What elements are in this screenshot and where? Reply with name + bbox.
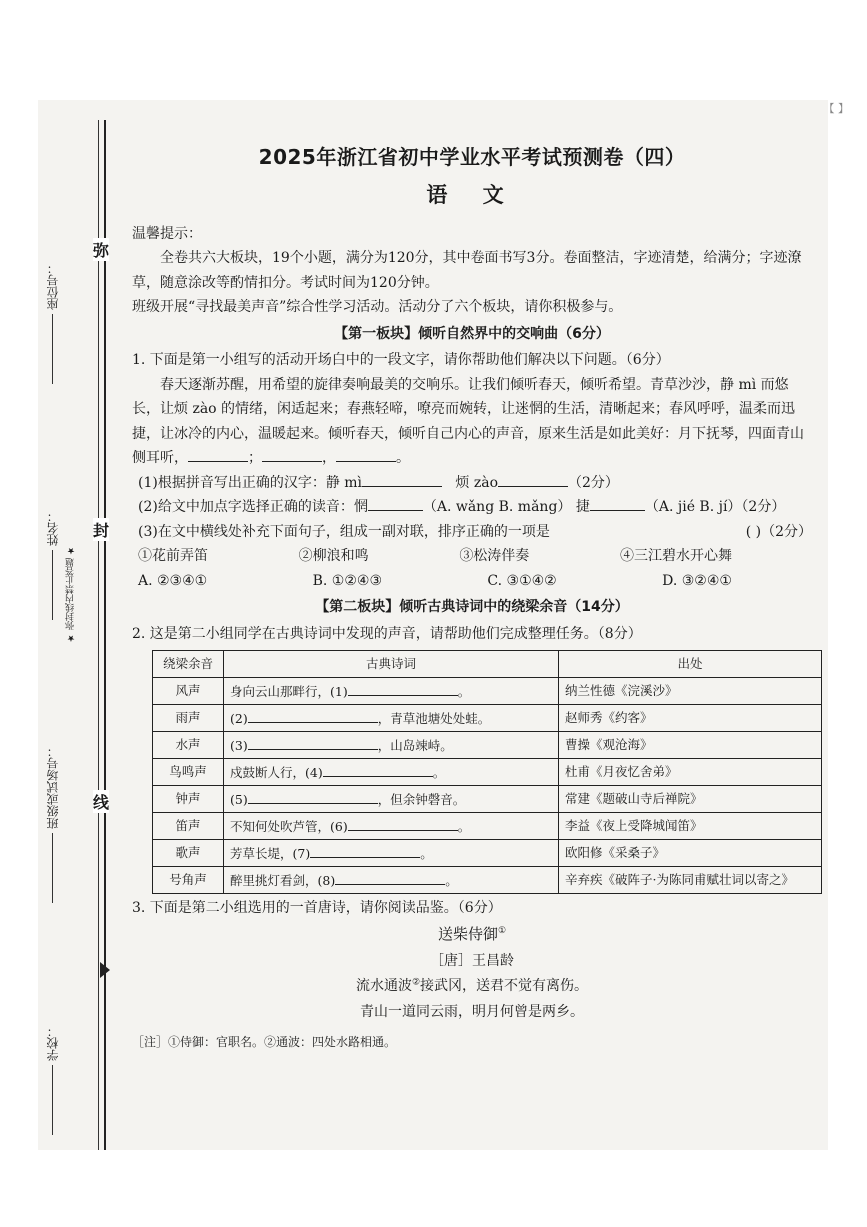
poem-answer-blank[interactable]: [248, 708, 378, 723]
table-row: [153, 786, 822, 813]
source-cell: 常建《题破山寺后禅院》: [559, 786, 822, 813]
couplet-blank-2[interactable]: [262, 447, 322, 462]
answer-blank-wang[interactable]: [368, 496, 423, 511]
question-1-passage: 春天逐渐苏醒，用希望的旋律奏响最美的交响乐。让我们倾听春天，倾听希望。青草沙沙，静 mì 而悠长，让烦 zào 的情绪，闲适起来；春燕轻啼，嘹亮而婉转，让迷惘的生活，清晰起来；春风呼呼，温柔而迅捷，让冰冷的内心，温暖起来。倾听春天，倾听自己内心的声音，原来生活是如此美好：月下抚琴，四面青山侧耳听， ； ， 。: [132, 376, 804, 467]
sentence-options: ①花前弄笛 ②柳浪和鸣 ③松涛伴奏 ④三江碧水开心舞: [138, 548, 732, 565]
poem-answer-blank[interactable]: [335, 870, 445, 885]
table-row: [153, 840, 822, 867]
poem-answer-blank[interactable]: [310, 843, 420, 858]
sound-cell: 鸟鸣声: [153, 759, 224, 786]
poem-cell: (5) ，但余钟磬音。: [224, 786, 559, 813]
notice-label: 温馨提示：: [132, 225, 202, 242]
corner-mark: 【 】: [823, 102, 849, 115]
poetry-table: [152, 650, 822, 894]
table-row: [153, 759, 822, 786]
seal-char-mi: 弥: [93, 238, 109, 261]
poem-answer-blank[interactable]: [348, 681, 458, 696]
binding-margin: [0, 0, 128, 1227]
sound-cell: 号角声: [153, 867, 224, 894]
page-title: 2025年浙江省初中学业水平考试预测卷（四）: [258, 145, 686, 169]
seat-number-field[interactable]: 座位号：: [44, 262, 61, 384]
main-content: [132, 140, 812, 1053]
sound-cell: 雨声: [153, 705, 224, 732]
table-row: [153, 732, 822, 759]
sound-cell: 水声: [153, 732, 224, 759]
poem-answer-blank[interactable]: [248, 735, 378, 750]
activity-intro: 班级开展“寻找最美声音”综合性学习活动。活动分了六个板块，请你积极参与。: [132, 299, 623, 316]
notice-text: 全卷共六大板块，19个小题，满分为120分，其中卷面书写3分。卷面整洁，字迹清楚，给满分；字迹潦草，随意涂改等酌情扣分。考试时间为120分钟。: [132, 250, 802, 291]
source-cell: 曹操《观沧海》: [559, 732, 822, 759]
seal-line: [98, 120, 99, 1150]
poem-cell: 身向云山那畔行，(1) 。: [224, 678, 559, 705]
sound-cell: 歌声: [153, 840, 224, 867]
answer-blank-jingmi[interactable]: [362, 472, 442, 487]
question-2-stem: 2. 这是第二小组同学在古典诗词中发现的声音，请帮助他们完成整理任务。（8分）: [132, 625, 642, 642]
poem-author: ［唐］王昌龄: [430, 952, 514, 969]
source-cell: 杜甫《月夜忆舍弟》: [559, 759, 822, 786]
answer-blank-jie[interactable]: [590, 496, 645, 511]
section-1-title: 【第一板块】倾听自然界中的交响曲（6分）: [334, 325, 610, 342]
poem: [132, 921, 812, 1026]
seal-char-feng: 封: [93, 518, 109, 541]
poem-cell: 戍鼓断人行，(4) 。: [224, 759, 559, 786]
table-row: [153, 813, 822, 840]
question-3-stem: 3. 下面是第二小组选用的一首唐诗，请你阅读品鉴。（6分）: [132, 900, 502, 917]
question-1-sub-2: (2)给文中加点字选择正确的读音：惘 （A. wǎng B. mǎng） 捷 （A. jié B. jí）（2分）: [132, 495, 812, 520]
table-row: [153, 678, 822, 705]
answer-blank-fanzao[interactable]: [498, 472, 568, 487]
sound-cell: 钟声: [153, 786, 224, 813]
seal-char-xian: 线: [93, 790, 109, 813]
subject-title: 语 文: [426, 182, 518, 207]
question-1-sub-1: (1)根据拼音写出正确的汉字：静 mì 烦 zào （2分）: [132, 471, 812, 496]
name-field[interactable]: 姓名：: [44, 510, 61, 620]
poem-cell: 不知何处吹芦管，(6) 。: [224, 813, 559, 840]
choice-options: A. ②③④① B. ①②④③ C. ③①④② D. ③②④①: [138, 572, 732, 589]
question-1-sub-3: (3)在文中横线处补充下面句子，组成一副对联，排序正确的一项是 ( )（2分）: [132, 520, 812, 545]
poem-answer-blank[interactable]: [323, 762, 433, 777]
choice-bracket[interactable]: ( )（2分）: [745, 523, 812, 540]
poem-cell: (3) ，山岛竦峙。: [224, 732, 559, 759]
poem-cell: (2) ，青草池塘处处蛙。: [224, 705, 559, 732]
table-row: [153, 705, 822, 732]
question-1-stem: 1. 下面是第一小组写的活动开场白中的一段文字，请你帮助他们解决以下问题。（6分）: [132, 352, 670, 369]
class-room-field[interactable]: 班级或试场号：: [44, 745, 61, 903]
seal-line-bold: [104, 120, 106, 1150]
poem-answer-blank[interactable]: [248, 789, 378, 804]
couplet-blank-3[interactable]: [336, 447, 396, 462]
poem-note: ［注］①侍御：官职名。②通波：四处水路相通。: [132, 1035, 397, 1050]
source-cell: 李益《夜上受降城闻笛》: [559, 813, 822, 840]
poem-line-2: 青山一道同云雨，明月何曾是两乡。: [360, 1004, 584, 1021]
couplet-blank-1[interactable]: [188, 447, 248, 462]
source-cell: 赵师秀《约客》: [559, 705, 822, 732]
source-cell: 辛弃疾《破阵子·为陈同甫赋壮词以寄之》: [559, 867, 822, 894]
poem-line-1: 流水通波②接武冈，送君不觉有离伤。: [355, 977, 589, 995]
poem-answer-blank[interactable]: [348, 816, 458, 831]
no-answer-warning: ★ 弥封线内禁止答题 ★: [66, 545, 76, 643]
sound-cell: 风声: [153, 678, 224, 705]
table-row: [153, 867, 822, 894]
poem-cell: 醉里挑灯看剑，(8) 。: [224, 867, 559, 894]
sound-cell: 笛声: [153, 813, 224, 840]
poem-title: 送柴侍御①: [437, 924, 507, 943]
source-cell: 纳兰性德《浣溪沙》: [559, 678, 822, 705]
source-cell: 欧阳修《采桑子》: [559, 840, 822, 867]
poem-cell: 芳草长堤，(7) 。: [224, 840, 559, 867]
school-field[interactable]: 学校：: [44, 1025, 61, 1135]
section-2-title: 【第二板块】倾听古典诗词中的绕梁余音（14分）: [315, 599, 629, 616]
triangle-marker-icon: [100, 962, 110, 978]
table-header-row: 绕梁余音 古典诗词 出处: [153, 651, 822, 678]
